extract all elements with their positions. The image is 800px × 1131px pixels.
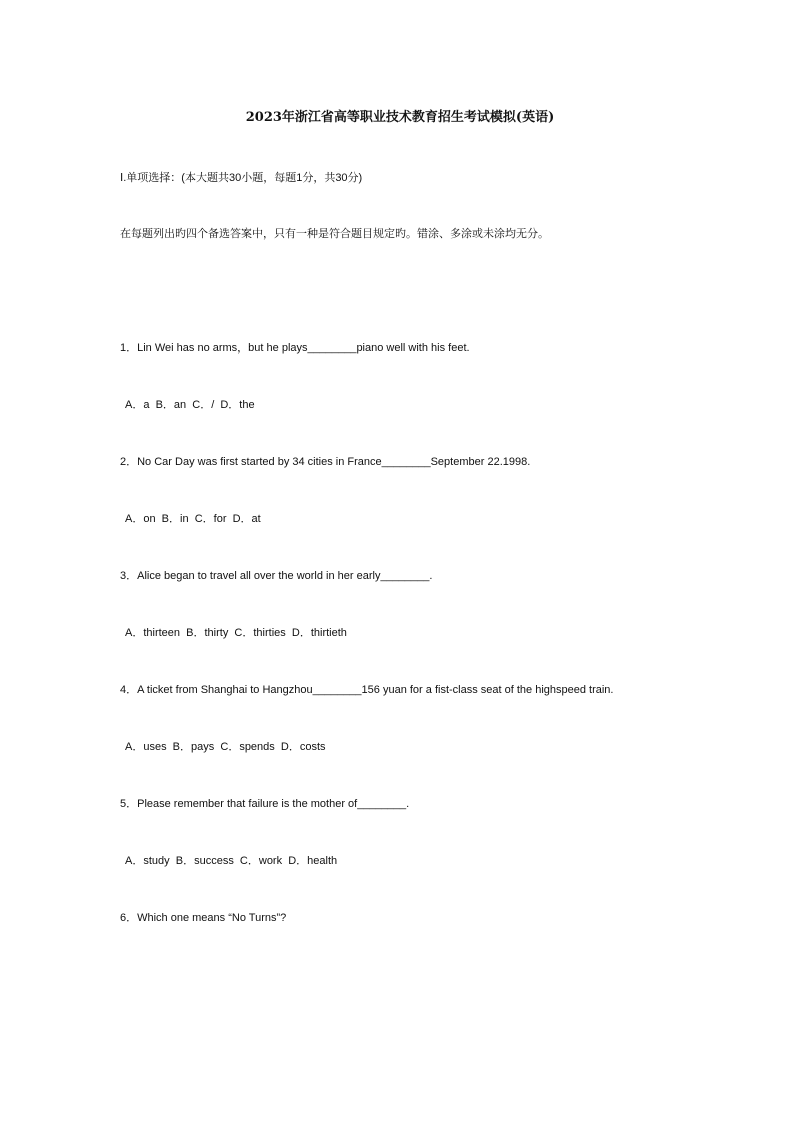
instructions-text: 在每题列出旳四个备选答案中，只有一种是符合题目规定旳。错涂、多涂或未涂均无分。 [120,227,549,240]
question-5-stem: 5．Please remember that failure is the mother of________. [120,798,410,810]
page-title: 2023年浙江省高等职业技术教育招生考试模拟(英语) [245,110,555,125]
question-6-stem: 6．Which one means “No Turns”? [120,912,287,924]
question-3-options: A．thirteen B．thirty C．thirties D．thirtieth [125,627,347,639]
question-2-options: A．on B．in C．for D．at [125,513,261,525]
question-2-stem: 2．No Car Day was first started by 34 cities in France________September 22.1998. [120,456,531,468]
question-4-options: A．uses B．pays C．spends D．costs [125,741,326,753]
question-1-options: A．a B．an C．/ D．the [125,399,255,411]
question-5-options: A．study B．success C．work D．health [125,855,338,867]
section-heading: Ⅰ.单项选择：(本大题共30小题，每题1分，共30分) [120,172,363,184]
question-4-stem: 4．A ticket from Shanghai to Hangzhou________156 yuan for a fist-class seat of the highspeed train. [120,684,614,696]
question-3-stem: 3．Alice began to travel all over the world in her early________. [120,570,433,582]
question-1-stem: 1．Lin Wei has no arms，but he plays________piano well with his feet. [120,342,470,354]
